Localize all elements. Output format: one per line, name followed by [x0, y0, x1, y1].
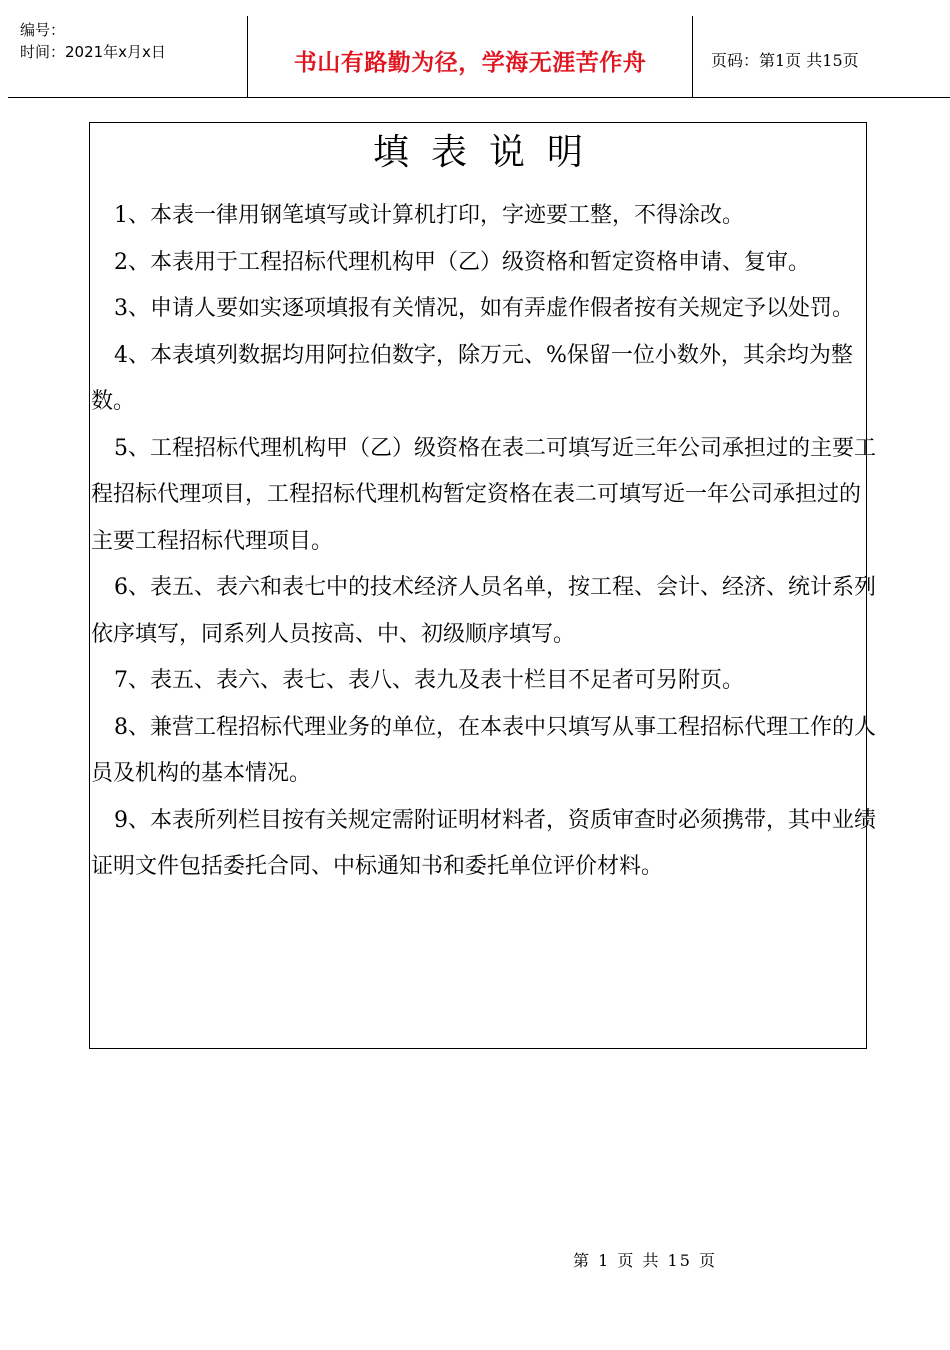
document-number-label: 编号：	[20, 21, 66, 39]
document-title: 填表说明	[372, 132, 605, 173]
motto-text: 书山有路勤为径，学海无涯苦作舟	[293, 49, 647, 76]
document-date: 时间：2021年x月x日	[20, 43, 166, 61]
instruction-item: 2、本表用于工程招标代理机构甲（乙）级资格和暂定资格申请、复审。	[114, 249, 810, 275]
instruction-item: 9、本表所列栏目按有关规定需附证明材料者，资质审查时必须携带，其中业绩证明文件包括委托合同、中标通知书和委托单位评价材料。	[91, 807, 876, 879]
instruction-item: 3、申请人要如实逐项填报有关情况，如有弄虚作假者按有关规定予以处罚。	[114, 296, 854, 321]
instructions-box	[89, 122, 876, 1049]
instruction-item: 4、本表填列数据均用阿拉伯数字，除万元、%保留一位小数外，其余均为整数。	[91, 342, 853, 414]
instruction-item: 7、表五、表六、表七、表八、表九及表十栏目不足者可另附页。	[114, 668, 744, 693]
header-info-cell	[8, 16, 248, 97]
instructions-list	[91, 193, 881, 891]
page-header	[8, 16, 950, 98]
instruction-item: 6、表五、表六和表七中的技术经济人员名单，按工程、会计、经济、统计系列依序填写，同系列人员按高、中、初级顺序填写。	[91, 575, 876, 647]
header-page-number: 页码：第1页 共15页	[711, 51, 859, 70]
instruction-item: 1、本表一律用钢笔填写或计算机打印，字迹要工整，不得涂改。	[114, 203, 744, 228]
instruction-item: 5、工程招标代理机构甲（乙）级资格在表二可填写近三年公司承担过的主要工程招标代理项目，工程招标代理机构暂定资格在表二可填写近一年公司承担过的主要工程招标代理项目。	[91, 435, 876, 554]
header-page-cell	[693, 16, 950, 97]
instruction-item: 8、兼营工程招标代理业务的单位，在本表中只填写从事工程招标代理工作的人员及机构的基本情况。	[91, 714, 876, 786]
header-motto-cell	[248, 16, 693, 97]
page-footer: 第 1 页 共 15 页	[573, 1251, 717, 1270]
